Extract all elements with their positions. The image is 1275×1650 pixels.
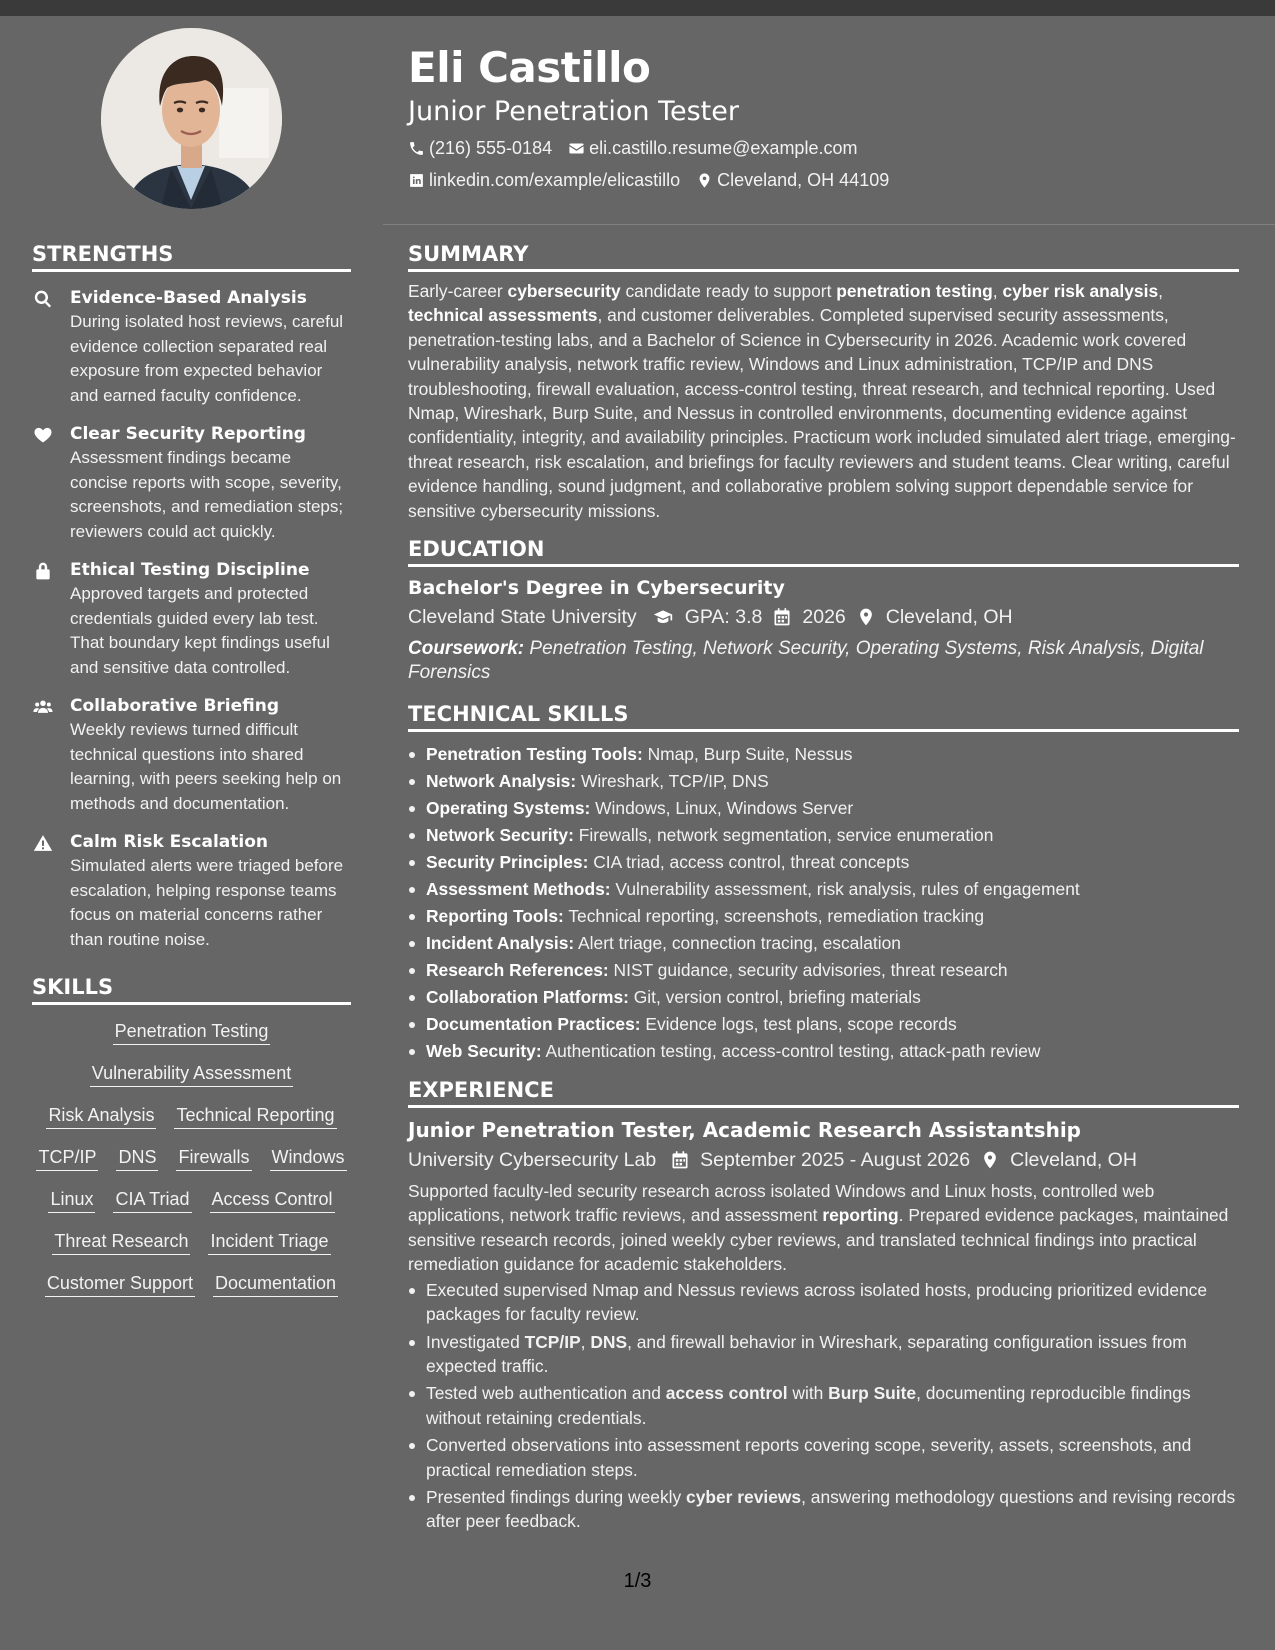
technical-skills-section: [408, 701, 1239, 1065]
skill-value: Wireshark, TCP/IP, DNS: [576, 771, 769, 792]
strength-text: Assessment findings became concise reports with scope, severity, screenshots, and remediation steps; reviewers could act quickly.: [70, 448, 344, 541]
skill-chip: Customer Support: [45, 1269, 195, 1297]
education-heading: EDUCATION: [408, 536, 1239, 567]
skills-heading: SKILLS: [32, 974, 351, 1005]
contact-row-1: [408, 137, 1248, 159]
text-run: ,: [992, 281, 1003, 301]
skill-label: Operating Systems:: [426, 798, 591, 819]
skill-label: Incident Analysis:: [426, 933, 575, 954]
skill-chip: Windows: [270, 1143, 347, 1171]
list-item: [408, 768, 1239, 795]
top-bar: [0, 0, 1275, 16]
skill-chip: Incident Triage: [208, 1227, 330, 1255]
job-description: [408, 1179, 1239, 1277]
left-column: [32, 241, 351, 1297]
skill-label: Penetration Testing Tools:: [426, 744, 643, 765]
list-item: [408, 984, 1239, 1011]
candidate-name: Eli Castillo: [408, 43, 651, 92]
coursework: [408, 637, 1239, 685]
summary-heading: SUMMARY: [408, 241, 1239, 272]
list-item: [408, 1278, 1239, 1327]
text-run: , and firewall behavior in Wireshark, separating configuration issues from expected traffic.: [426, 1331, 1187, 1376]
skill-chip: Vulnerability Assessment: [90, 1059, 293, 1087]
strengths-heading: STRENGTHS: [32, 241, 351, 272]
skill-label: Network Security:: [426, 825, 574, 846]
skill-value: Alert triage, connection tracing, escalation: [574, 933, 901, 954]
strength-title: Evidence-Based Analysis: [70, 288, 307, 308]
strength-item: [32, 694, 351, 816]
calendar-icon: [670, 1150, 690, 1170]
skill-chip: Technical Reporting: [174, 1101, 336, 1129]
skill-label: Security Principles:: [426, 852, 589, 873]
map-pin-icon: [696, 172, 713, 189]
linkedin-icon: [408, 172, 425, 189]
job-title: Junior Penetration Tester, Academic Research Assistantship: [408, 1118, 1081, 1143]
envelope-icon: [568, 140, 585, 157]
skill-chip: TCP/IP: [36, 1143, 98, 1171]
text-run: Presented findings during weekly: [426, 1486, 687, 1507]
graduation-cap-icon: [651, 607, 675, 627]
skill-chip: Threat Research: [52, 1227, 190, 1255]
education-meta: [408, 603, 1239, 631]
list-item: [408, 1330, 1239, 1379]
page-indicator: 1/3: [623, 1570, 652, 1592]
bold-text: technical assessments: [408, 305, 598, 326]
list-item: [408, 903, 1239, 930]
list-item: [408, 1038, 1239, 1065]
job-meta: [408, 1146, 1239, 1174]
list-item: [408, 741, 1239, 768]
skills-section: [32, 974, 351, 1297]
text-run: . Prepared evidence packages, maintained sensitive research records, joined weekly cyber reviews, and translated technical findings into practical remediation guidance for academic stakeholders.: [408, 1205, 1229, 1275]
experience-section: [408, 1077, 1239, 1534]
text-run: Supported faculty-led security research across isolated Windows and Linux hosts, controlled web applications, network traffic reviews, and assessment: [408, 1181, 1155, 1226]
strength-text: Weekly reviews turned difficult technical questions into shared learning, with peers seeking help on methods and documentation.: [70, 720, 342, 813]
bold-text: cyber risk analysis: [1002, 281, 1159, 301]
users-icon: [33, 697, 53, 717]
resume-header: [408, 40, 1248, 191]
bold-text: TCP/IP: [524, 1331, 581, 1352]
text-run: Tested web authentication and: [426, 1383, 666, 1404]
warning-icon: [33, 833, 53, 853]
skill-value: Evidence logs, test plans, scope records: [640, 1014, 957, 1035]
strength-title: Clear Security Reporting: [70, 424, 306, 444]
summary-text: [408, 279, 1239, 523]
list-item: [408, 876, 1239, 903]
coursework-label: Coursework:: [408, 638, 525, 660]
strength-item: [32, 830, 351, 952]
gpa: GPA: 3.8: [684, 606, 763, 629]
skill-label: Reporting Tools:: [426, 906, 564, 927]
skill-chip: Penetration Testing: [113, 1017, 271, 1045]
technical-skills-list: [408, 741, 1239, 1065]
list-item: [408, 930, 1239, 957]
heart-icon: [33, 425, 53, 445]
strength-title: Calm Risk Escalation: [70, 832, 268, 852]
skill-value: Git, version control, briefing materials: [628, 987, 921, 1008]
school-name: Cleveland State University: [408, 606, 637, 629]
strength-text: During isolated host reviews, careful evidence collection separated real exposure from expected behavior and earned faculty confidence.: [70, 312, 344, 405]
strength-title: Ethical Testing Discipline: [70, 560, 310, 580]
text-run: Early-career: [408, 281, 508, 301]
list-item: [408, 849, 1239, 876]
text-run: Executed supervised Nmap and Nessus reviews across isolated hosts, producing prioritized evidence packages for faculty review.: [426, 1279, 1208, 1325]
strength-item: [32, 286, 351, 408]
skill-value: Nmap, Burp Suite, Nessus: [642, 744, 853, 765]
email-contact[interactable]: [568, 137, 857, 159]
bold-text: reporting: [822, 1205, 899, 1226]
skill-value: Vulnerability assessment, risk analysis, rules of engagement: [610, 879, 1080, 900]
contact-row-2: [408, 169, 1248, 191]
degree-title: Bachelor's Degree in Cybersecurity: [408, 577, 785, 600]
text-run: , documenting reproducible findings without retaining credentials.: [426, 1383, 1191, 1428]
skill-chip: Documentation: [213, 1269, 338, 1297]
linkedin-text: linkedin.com/example/elicastillo: [429, 170, 681, 190]
strength-item: [32, 558, 351, 680]
skill-value: Windows, Linux, Windows Server: [590, 798, 854, 819]
location-contact: [696, 169, 889, 191]
skill-value: Authentication testing, access-control testing, attack-path review: [541, 1041, 1041, 1062]
skill-label: Documentation Practices:: [426, 1014, 641, 1035]
skill-chip: Linux: [48, 1185, 95, 1213]
skill-chip: Access Control: [210, 1185, 335, 1213]
graduation-year: 2026: [802, 606, 846, 629]
skill-label: Collaboration Platforms:: [426, 987, 629, 1008]
skill-chip: CIA Triad: [113, 1185, 191, 1213]
skills-chips: [32, 1017, 351, 1297]
calendar-icon: [772, 607, 792, 627]
location-text: Cleveland, OH 44109: [717, 170, 890, 190]
avatar: [101, 28, 282, 209]
bold-text: access control: [665, 1383, 788, 1404]
job-dates: September 2025 - August 2026: [700, 1149, 971, 1172]
education-location: Cleveland, OH: [885, 606, 1013, 629]
education-section: [408, 536, 1239, 685]
text-run: , and customer deliverables. Completed supervised security assessments, penetration-testing labs, and a Bachelor of Science in Cybersecurity in 2026. Academic work covered vulnerability analysis, network traffic review, Windows and Linux administration, TCP/IP and DNS troubleshooting, firewall evaluation, access-control testing, threat research, and technical reporting. Used Nmap, Wireshark, Burp Suite, and Nessus in controlled environments, documenting evidence against confidentiality, integrity, and availability principles. Practicum work included simulated alert triage, emerging-threat research, risk escalation, and briefings for faculty reviewers and student teams. Clear writing, careful evidence handling, sound judgment, and collaborative problem solving support dependable service for sensitive cybersecurity missions.: [408, 305, 1236, 521]
job-bullets: [408, 1278, 1239, 1534]
list-item: [408, 795, 1239, 822]
linkedin-contact[interactable]: [408, 169, 680, 191]
experience-heading: EXPERIENCE: [408, 1077, 1239, 1108]
list-item: [408, 1433, 1239, 1482]
job-location: Cleveland, OH: [1010, 1149, 1137, 1172]
text-run: with: [787, 1383, 829, 1404]
strength-title: Collaborative Briefing: [70, 696, 280, 716]
bold-text: cybersecurity: [507, 281, 621, 301]
text-run: Converted observations into assessment reports covering scope, severity, assets, screenshots, and practical remediation steps.: [426, 1435, 1192, 1480]
text-run: ,: [1158, 281, 1163, 301]
right-column: [408, 241, 1239, 1537]
list-item: [408, 1485, 1239, 1534]
skill-chip: DNS: [116, 1143, 158, 1171]
skill-label: Network Analysis:: [426, 771, 577, 792]
skill-label: Research References:: [426, 960, 609, 981]
organization: University Cybersecurity Lab: [408, 1149, 657, 1172]
candidate-role: Junior Penetration Tester: [408, 96, 739, 127]
bold-text: DNS: [590, 1331, 628, 1352]
text-run: ,: [580, 1331, 591, 1352]
email-text: eli.castillo.resume@example.com: [589, 138, 858, 158]
technical-skills-heading: TECHNICAL SKILLS: [408, 701, 1239, 732]
header-divider: [383, 224, 1275, 225]
skill-value: NIST guidance, security advisories, threat research: [608, 960, 1008, 981]
list-item: [408, 1381, 1239, 1430]
skill-value: Technical reporting, screenshots, remediation tracking: [563, 906, 984, 927]
bold-text: penetration testing: [836, 281, 993, 301]
text-run: candidate ready to support: [620, 281, 837, 301]
strength-text: Approved targets and protected credentials guided every lab test. That boundary kept findings useful and sensitive data controlled.: [70, 584, 330, 677]
strength-item: [32, 422, 351, 544]
phone-icon: [408, 140, 425, 157]
map-pin-icon: [980, 1150, 1000, 1170]
lock-icon: [33, 561, 53, 581]
skill-value: Firewalls, network segmentation, service enumeration: [573, 825, 994, 846]
list-item: [408, 1011, 1239, 1038]
list-item: [408, 957, 1239, 984]
phone-contact[interactable]: [408, 137, 552, 159]
skill-label: Web Security:: [426, 1041, 542, 1062]
skill-label: Assessment Methods:: [426, 879, 611, 900]
skill-chip: Risk Analysis: [46, 1101, 156, 1129]
summary-section: [408, 241, 1239, 523]
search-icon: [33, 289, 53, 309]
phone-text: (216) 555-0184: [429, 138, 553, 158]
list-item: [408, 822, 1239, 849]
text-run: Investigated: [426, 1331, 525, 1352]
coursework-list: Penetration Testing, Network Security, Operating Systems, Risk Analysis, Digital Forensics: [408, 638, 1204, 684]
bold-text: Burp Suite: [828, 1383, 917, 1404]
strength-text: Simulated alerts were triaged before escalation, helping response teams focus on material concerns rather than routine noise.: [70, 856, 344, 949]
skill-chip: Firewalls: [176, 1143, 251, 1171]
text-run: , answering methodology questions and revising records after peer feedback.: [426, 1486, 1236, 1532]
skill-value: CIA triad, access control, threat concepts: [588, 852, 910, 873]
map-pin-icon: [856, 607, 876, 627]
bold-text: cyber reviews: [686, 1486, 802, 1507]
